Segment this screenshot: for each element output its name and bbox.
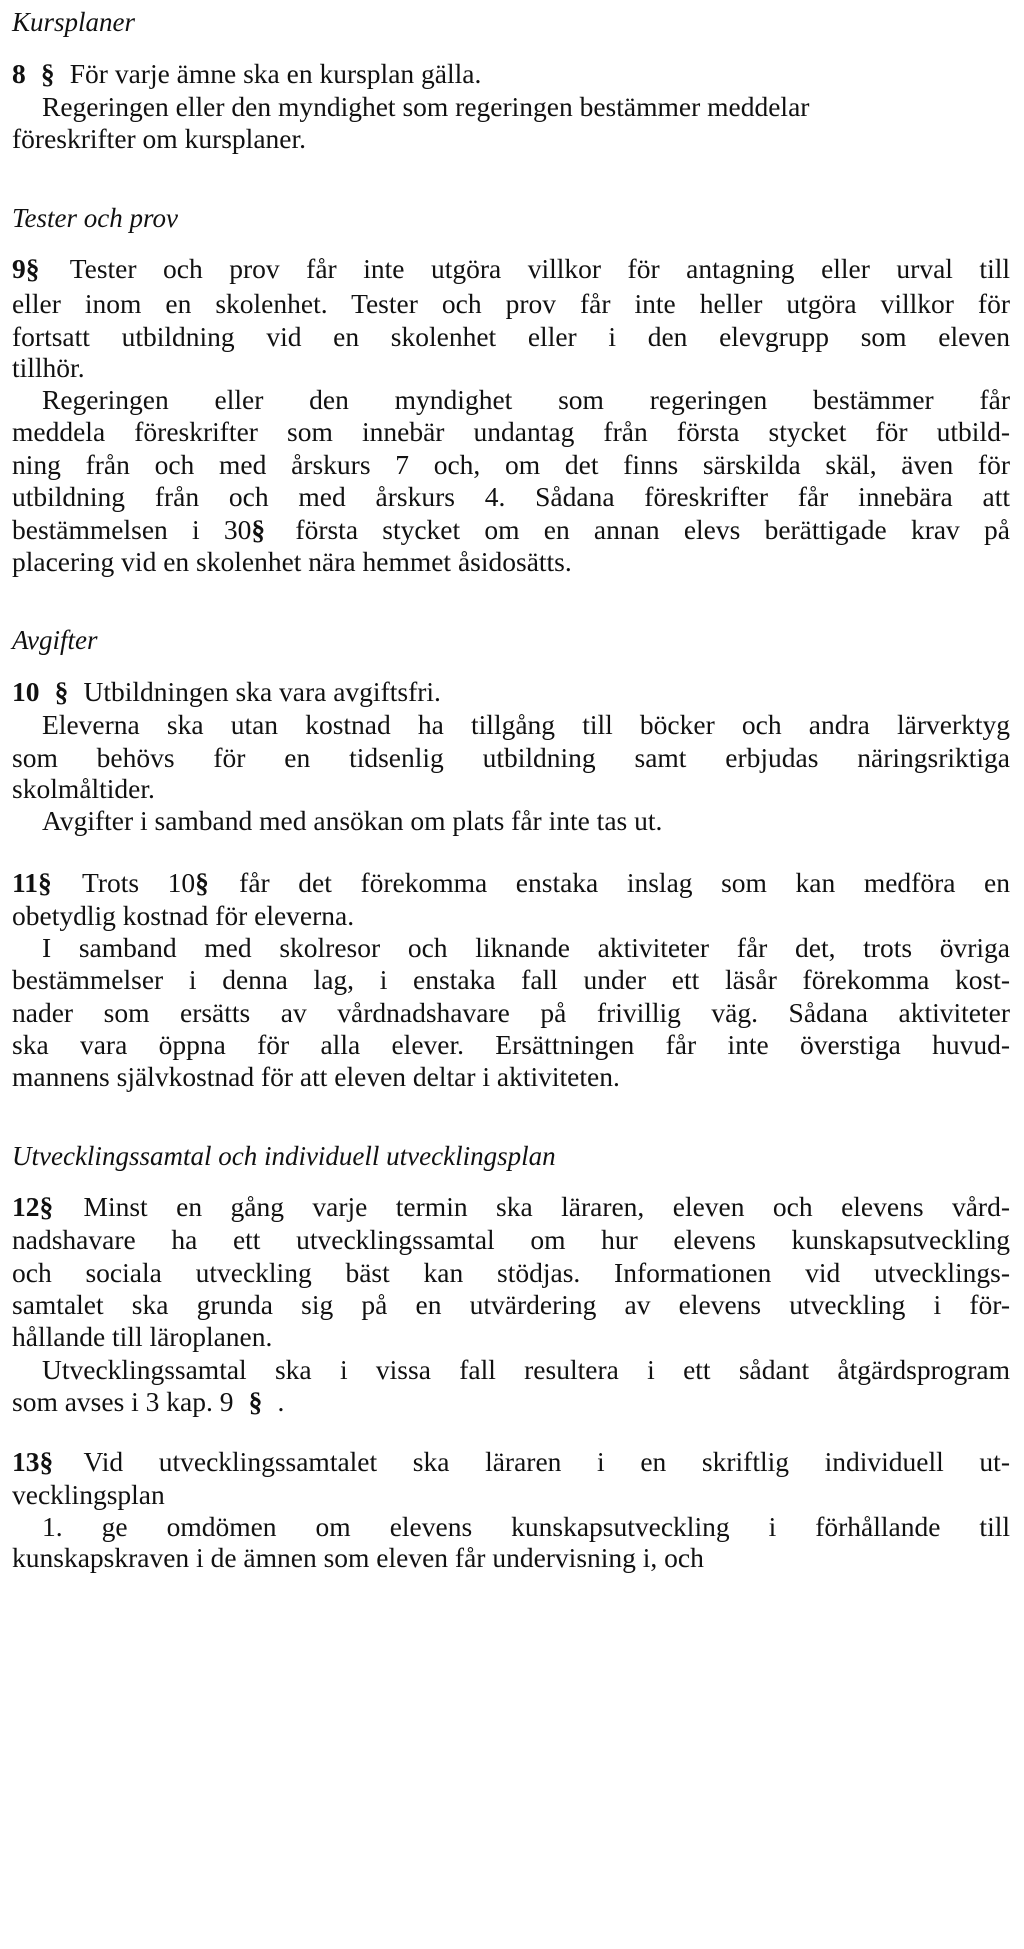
paragraph-number: 9 [12,253,26,284]
section-sign: § [25,253,40,284]
text-line: tillhör. [12,352,85,383]
text-line [12,1383,1010,1421]
text-line: meddela föreskrifter som innebär undantag från första stycket för utbild- [12,416,1010,447]
paragraph-number: 10 [12,676,40,707]
section-sign: § [54,676,69,707]
section-heading-kursplaner: Kursplaner [12,7,136,37]
text-line: placering vid en skolenhet nära hemmet åsidosätts. [12,546,572,577]
text-line: ning från och med årskurs 7 och, om det finns särskilda skäl, även för [12,449,1010,480]
line-text: första stycket om en annan elevs berättigade krav på [295,514,1010,545]
text-line: vecklingsplan [12,1479,165,1510]
text-line: Regeringen eller den myndighet som regeringen bestämmer meddelar [42,91,810,122]
text-line: bestämmelser i denna lag, i enstaka fall under ett läsår förekomma kost- [12,964,1010,995]
text-line: Utvecklingssamtal ska i vissa fall resultera i ett sådant åtgärdsprogram [42,1354,1010,1385]
text-line: hållande till läroplanen. [12,1321,273,1352]
section-heading-avgifter: Avgifter [12,625,98,655]
section-sign: § [39,1446,54,1477]
section-heading-utvecklingssamtal: Utvecklingssamtal och individuell utvecklingsplan [12,1141,556,1171]
text-line: skolmåltider. [12,773,155,804]
text-line: kunskapskraven i de ämnen som eleven får undervisning i, och [12,1542,704,1573]
text-line: obetydlig kostnad för eleverna. [12,900,355,931]
line-text: För varje ämne ska en kursplan gälla. [69,58,482,89]
line-text: Vid utvecklingssamtalet ska läraren i en skriftlig individuell ut- [83,1446,1010,1477]
text-line: samtalet ska grunda sig på en utvärdering av elevens utveckling i för- [12,1289,1010,1320]
text-line: ska vara öppna för alla elever. Ersättningen får inte överstiga huvud- [12,1029,1010,1060]
paragraph-number: 13 [12,1446,40,1477]
section-sign: § [39,1191,54,1222]
text-line: nadshavare ha ett utvecklingssamtal om hur elevens kunskapsutveckling [12,1224,1010,1255]
line-text: bestämmelsen i 30 [12,514,252,545]
text-line: Eleverna ska utan kostnad ha tillgång till böcker och andra lärverktyg [42,709,1010,740]
line-text: får det förekomma enstaka inslag som kan medföra en [239,867,1010,898]
line-text: . [277,1386,285,1417]
text-line: föreskrifter om kursplaner. [12,123,307,154]
section-sign: § [195,867,209,898]
paragraph-number: 11 [12,867,38,898]
text-line: mannens självkostnad för att eleven deltar i aktiviteten. [12,1061,620,1092]
text-line: Avgifter i samband med ansökan om plats får inte tas ut. [42,805,663,836]
paragraph-number: 8 [12,58,26,89]
text-line: och sociala utveckling bäst kan stödjas. Informationen vid utvecklings- [12,1257,1010,1288]
section-sign: § [37,867,52,898]
line-text: Utbildningen ska vara avgiftsfri. [83,676,441,707]
list-item-1: 1. ge omdömen om elevens kunskapsutveckling i förhållande till [42,1511,1010,1542]
line-text: Tester och prov får inte utgöra villkor för antagning eller urval till [69,253,1010,284]
paragraph-9-line-1 [12,250,1010,288]
text-line: utbildning från och med årskurs 4. Sådana föreskrifter får innebära att [12,481,1010,512]
paragraph-number: 12 [12,1191,40,1222]
section-sign: § [248,1386,263,1417]
section-sign: § [40,58,55,89]
text-line: Regeringen eller den myndighet som regeringen bestämmer får [42,384,1010,415]
section-heading-tester-och-prov: Tester och prov [12,203,178,233]
text-line: som behövs för en tidsenlig utbildning samt erbjudas näringsriktiga [12,742,1010,773]
text-line: nader som ersätts av vårdnadshavare på frivillig väg. Sådana aktiviteter [12,997,1010,1028]
text-line: I samband med skolresor och liknande aktiviteter får det, trots övriga [42,932,1010,963]
text-line: fortsatt utbildning vid en skolenhet eller i den elevgrupp som eleven [12,321,1010,352]
line-text: Trots 10 [81,867,196,898]
line-text: som avses i 3 kap. 9 [12,1386,234,1417]
line-text: Minst en gång varje termin ska läraren, eleven och elevens vård- [83,1191,1010,1222]
section-sign: § [251,514,266,545]
text-line: eller inom en skolenhet. Tester och prov får inte heller utgöra villkor för [12,288,1010,319]
